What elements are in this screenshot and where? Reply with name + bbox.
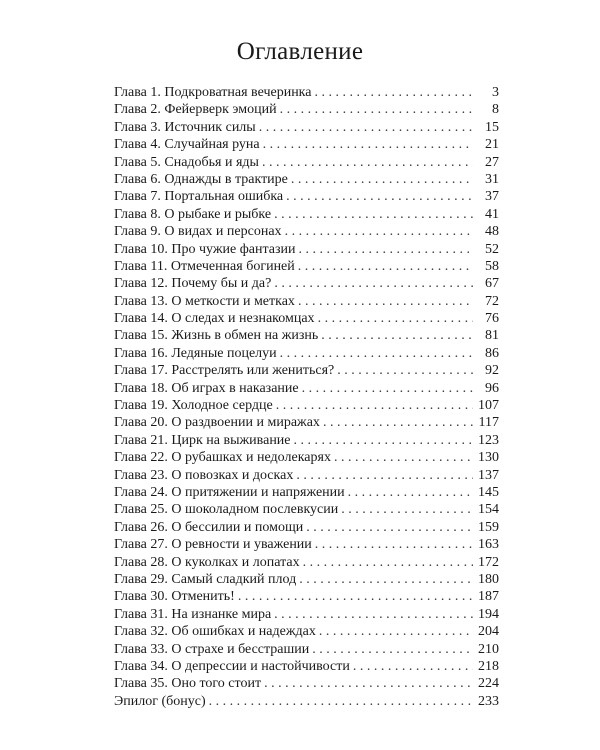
dot-leader (334, 449, 473, 466)
toc-entry[interactable] (114, 206, 499, 223)
toc-entry[interactable] (114, 606, 499, 623)
toc-entry-page-number: 204 (478, 624, 499, 640)
dot-leader (264, 675, 473, 692)
toc-entry-page-number: 31 (485, 171, 499, 187)
toc-entry-label: Глава 18. Об играх в наказание (114, 380, 299, 396)
dot-leader (286, 188, 473, 205)
toc-entry[interactable] (114, 380, 499, 397)
dot-leader (319, 623, 473, 640)
toc-entry[interactable] (114, 623, 499, 640)
toc-entry-label: Глава 8. О рыбаке и рыбке (114, 206, 272, 222)
dot-leader (315, 84, 474, 101)
toc-entry[interactable] (114, 310, 499, 327)
toc-entry[interactable] (114, 84, 499, 101)
dot-leader (299, 241, 473, 258)
toc-entry[interactable] (114, 241, 499, 258)
toc-entry[interactable] (114, 449, 499, 466)
toc-entry-label: Глава 11. Отмеченная богиней (114, 258, 295, 274)
toc-entry[interactable] (114, 397, 499, 414)
toc-entry-page-number: 107 (478, 398, 499, 414)
toc-entry-page-number: 218 (478, 658, 499, 674)
dot-leader (303, 554, 473, 571)
dot-leader (315, 536, 473, 553)
toc-entry[interactable] (114, 188, 499, 205)
toc-entry-page-number: 52 (485, 241, 499, 257)
dot-leader (302, 380, 473, 397)
toc-entry-label: Глава 29. Самый сладкий плод (114, 571, 297, 587)
dot-leader (298, 258, 473, 275)
toc-entry-label: Глава 21. Цирк на выживание (114, 432, 291, 448)
toc-entry-label: Глава 6. Однажды в трактире (114, 171, 288, 187)
toc-entry-page-number: 123 (478, 432, 499, 448)
toc-entry-label: Глава 10. Про чужие фантазии (114, 241, 296, 257)
toc-entry-page-number: 86 (485, 345, 499, 361)
toc-entry-page-number: 67 (485, 276, 499, 292)
toc-entry-label: Глава 24. О притяжении и напряжении (114, 484, 345, 500)
toc-entry-page-number: 154 (478, 502, 499, 518)
table-of-contents (114, 84, 499, 710)
dot-leader (285, 223, 473, 240)
dot-leader (348, 484, 473, 501)
toc-entry-page-number: 81 (485, 328, 499, 344)
toc-entry[interactable] (114, 275, 499, 292)
toc-entry-label: Глава 26. О бессилии и помощи (114, 519, 304, 535)
dot-leader (263, 136, 473, 153)
toc-entry-page-number: 224 (478, 676, 499, 692)
toc-entry-label: Глава 30. Отменить! (114, 589, 235, 605)
toc-entry-label: Глава 20. О раздвоении и миражах (114, 415, 320, 431)
toc-entry-page-number: 210 (478, 641, 499, 657)
toc-entry[interactable] (114, 571, 499, 588)
toc-entry-label: Глава 23. О повозках и досках (114, 467, 294, 483)
toc-entry-label: Глава 33. О страхе и бесстрашии (114, 641, 310, 657)
toc-entry[interactable] (114, 467, 499, 484)
dot-leader (299, 571, 473, 588)
toc-entry-label: Глава 19. Холодное сердце (114, 398, 273, 414)
toc-entry-page-number: 194 (478, 606, 499, 622)
dot-leader (321, 327, 473, 344)
dot-leader (341, 501, 473, 518)
dot-leader (276, 397, 473, 414)
toc-entry-page-number: 21 (485, 137, 499, 153)
toc-entry-page-number: 96 (485, 380, 499, 396)
toc-entry-page-number: 41 (485, 206, 499, 222)
toc-entry-label: Глава 13. О меткости и метках (114, 293, 295, 309)
toc-entry-label: Глава 28. О куколках и лопатах (114, 554, 300, 570)
toc-entry-label: Глава 9. О видах и персонах (114, 224, 282, 240)
toc-entry[interactable] (114, 136, 499, 153)
dot-leader (274, 606, 473, 623)
toc-entry[interactable] (114, 362, 499, 379)
toc-entry-label: Глава 34. О депрессии и настойчивости (114, 658, 350, 674)
toc-entry[interactable] (114, 154, 499, 171)
dot-leader (274, 275, 473, 292)
toc-entry-label: Глава 3. Источник силы (114, 119, 256, 135)
dot-leader (291, 171, 473, 188)
toc-entry-label: Глава 27. О ревности и уважении (114, 537, 312, 553)
toc-entry-label: Глава 35. Оно того стоит (114, 676, 262, 692)
toc-entry-page-number: 27 (485, 154, 499, 170)
dot-leader (294, 432, 473, 449)
dot-leader (306, 519, 473, 536)
toc-entry-page-number: 159 (478, 519, 499, 535)
toc-entry-page-number: 3 (492, 85, 499, 100)
toc-entry[interactable] (114, 658, 499, 675)
toc-entry-label: Глава 17. Расстрелять или жениться? (114, 363, 335, 379)
dot-leader (337, 362, 473, 379)
toc-entry-label: Глава 22. О рубашках и недолекарях (114, 450, 331, 466)
toc-entry-page-number: 180 (478, 571, 499, 587)
toc-entry-label: Глава 32. Об ошибках и надеждах (114, 624, 316, 640)
page-title: Оглавление (236, 38, 364, 65)
toc-entry-label: Глава 14. О следах и незнакомцах (114, 311, 315, 327)
toc-entry-page-number: 76 (485, 311, 499, 327)
toc-entry[interactable] (114, 293, 499, 310)
dot-leader (296, 467, 473, 484)
toc-entry[interactable] (114, 519, 499, 536)
dot-leader (209, 693, 473, 710)
dot-leader (280, 101, 473, 118)
toc-entry-page-number: 137 (478, 467, 499, 483)
toc-entry[interactable] (114, 536, 499, 553)
toc-entry-page-number: 145 (478, 484, 499, 500)
toc-entry-page-number: 8 (492, 102, 499, 118)
toc-entry-page-number: 72 (485, 293, 499, 309)
toc-entry-label: Глава 5. Снадобья и яды (114, 154, 259, 170)
toc-entry-label: Глава 1. Подкроватная вечеринка (114, 85, 312, 100)
toc-entry[interactable] (114, 414, 499, 431)
toc-entry-label: Глава 4. Случайная руна (114, 137, 260, 153)
dot-leader (353, 658, 473, 675)
dot-leader (298, 293, 473, 310)
toc-entry[interactable] (114, 223, 499, 240)
toc-entry[interactable] (114, 693, 499, 710)
dot-leader (280, 345, 473, 362)
toc-entry-page-number: 15 (485, 119, 499, 135)
dot-leader (262, 154, 473, 171)
dot-leader (274, 206, 473, 223)
toc-entry-label: Глава 25. О шоколадном послевкусии (114, 502, 339, 518)
toc-entry[interactable] (114, 101, 499, 118)
toc-entry-page-number: 37 (485, 189, 499, 205)
dot-leader (238, 588, 473, 605)
toc-entry[interactable] (114, 258, 499, 275)
dot-leader (318, 310, 473, 327)
toc-entry[interactable] (114, 554, 499, 571)
toc-entry[interactable] (114, 588, 499, 605)
toc-entry[interactable] (114, 119, 499, 136)
toc-entry-label: Эпилог (бонус) (114, 693, 206, 709)
toc-entry-page-number: 233 (478, 693, 499, 709)
toc-entry-page-number: 187 (478, 589, 499, 605)
toc-entry-page-number: 130 (478, 450, 499, 466)
toc-entry-label: Глава 7. Портальная ошибка (114, 189, 284, 205)
toc-entry-page-number: 92 (485, 363, 499, 379)
dot-leader (312, 641, 473, 658)
toc-entry[interactable] (114, 484, 499, 501)
toc-entry-page-number: 117 (478, 415, 499, 431)
toc-entry[interactable] (114, 675, 499, 692)
toc-entry-label: Глава 31. На изнанке мира (114, 606, 272, 622)
toc-entry[interactable] (114, 501, 499, 518)
toc-entry-label: Глава 2. Фейерверк эмоций (114, 102, 277, 118)
toc-entry-label: Глава 12. Почему бы и да? (114, 276, 272, 292)
toc-entry-page-number: 48 (485, 224, 499, 240)
toc-entry-page-number: 58 (485, 258, 499, 274)
toc-entry[interactable] (114, 432, 499, 449)
toc-entry-label: Глава 15. Жизнь в обмен на жизнь (114, 328, 319, 344)
toc-entry-page-number: 172 (478, 554, 499, 570)
dot-leader (259, 119, 473, 136)
dot-leader (323, 414, 473, 431)
toc-entry[interactable] (114, 327, 499, 344)
toc-entry[interactable] (114, 171, 499, 188)
toc-entry[interactable] (114, 345, 499, 362)
toc-entry[interactable] (114, 641, 499, 658)
toc-entry-label: Глава 16. Ледяные поцелуи (114, 345, 277, 361)
toc-entry-page-number: 163 (478, 537, 499, 553)
